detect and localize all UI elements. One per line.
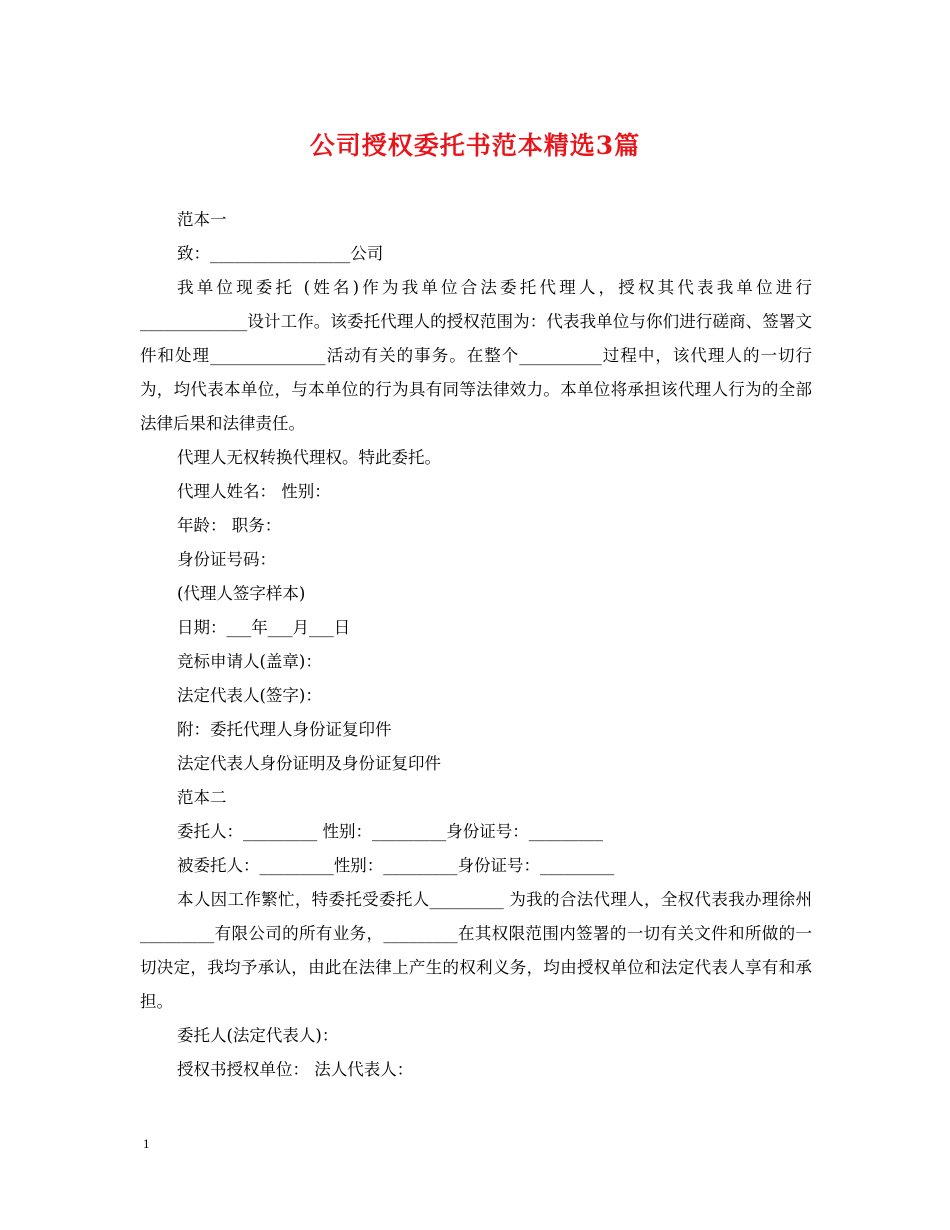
agent-name-gender-field: 代理人姓名： 性别： [177, 482, 331, 501]
attachment-agent-id: 附：委托代理人身份证复印件 [177, 720, 392, 739]
no-transfer-statement: 代理人无权转换代理权。特此委托。 [177, 448, 441, 467]
document-title: 公司授权委托书范本精选3篇 [309, 131, 641, 160]
principal-info-line: 委托人：_________ 性别：_________身份证号：_________ [177, 822, 603, 841]
principal-legal-rep-field: 委托人(法定代表人)： [177, 1026, 339, 1045]
age-position-field: 年龄： 职务： [177, 516, 282, 535]
authorization-paragraph: 我单位现委托 (姓名)作为我单位合法委托代理人，授权其代表我单位进行_____________设计工作。该委托代理人的授权范围为：代表我单位与你们进行磋商、签署文件和处理______________活动有关的事务。在整个__________过程中，该代理人的一切行为，均代表本单位，与本单位的行为具有同等法律效力。本单位将承担该代理人行为的全部法律后果和法律责任。 [140, 278, 812, 433]
sample-one-heading: 范本一 [177, 210, 227, 229]
attachment-legal-rep-id: 法定代表人身份证明及身份证复印件 [177, 754, 441, 773]
id-number-field: 身份证号码： [177, 550, 276, 569]
legal-rep-signature-field: 法定代表人(签字)： [177, 686, 322, 705]
bidder-seal-field: 竞标申请人(盖章)： [177, 652, 322, 671]
addressee-line: 致：_________________公司 [177, 244, 384, 263]
signature-sample-field: (代理人签字样本) [177, 584, 306, 603]
delegation-paragraph: 本人因工作繁忙，特委托受委托人_________ 为我的合法代理人，全权代表我办理徐州 _________有限公司的所有业务，_________在其权限范围内签署的一切有关文件和所做的一切决定，我均予承认，由此在法律上产生的权利义务，均由授权单位和法定代表人享有和承担。 [140, 890, 812, 1011]
sample-two-heading: 范本二 [177, 788, 227, 807]
page-number: 1 [143, 1136, 150, 1151]
document-body [140, 203, 812, 1087]
authorizing-unit-field: 授权书授权单位： 法人代表人： [177, 1060, 414, 1079]
date-field: 日期：___年___月___日 [177, 618, 351, 637]
agent-info-line: 被委托人：_________性别：_________身份证号：_________ [177, 856, 615, 875]
